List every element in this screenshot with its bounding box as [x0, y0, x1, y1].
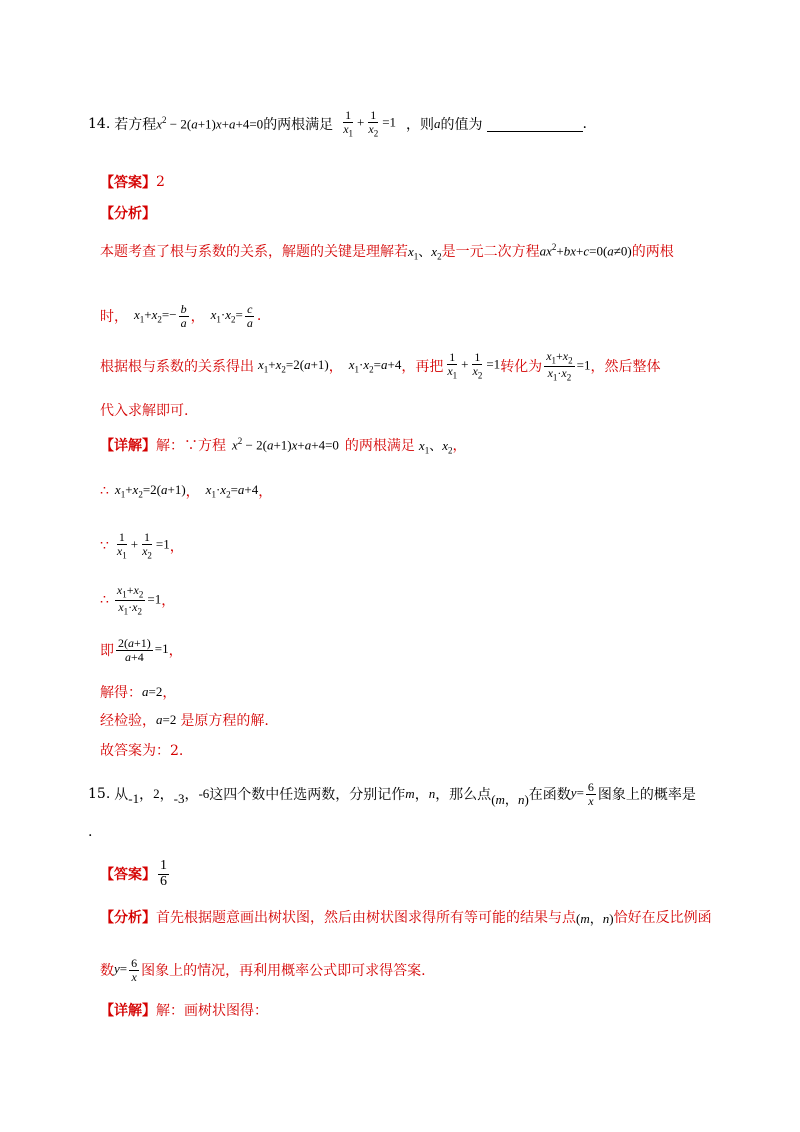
- a14-analysis-line2: [100, 296, 261, 336]
- analysis-text: ，: [190, 309, 205, 325]
- analysis-text: 本题考查了根与系数的关系，解题的关键是理解若: [100, 244, 408, 260]
- a14-detail-line5: [100, 630, 183, 670]
- comma: ，: [414, 787, 429, 803]
- sum-expression: $x_1+x_2=2(a+1)$: [258, 357, 329, 375]
- analysis-text: 代入求解即可.: [100, 403, 189, 419]
- comma: ，: [185, 484, 200, 500]
- a14-answer: [100, 172, 165, 192]
- detail-text: 解：∵方程: [156, 438, 226, 454]
- detail-equation: $x^2 - 2(a+1)x+a+4=0$: [232, 436, 339, 453]
- number-value: -1: [128, 791, 140, 806]
- final-answer: 故答案为：2.: [100, 743, 184, 759]
- q14-text: .: [582, 116, 587, 132]
- a15-analysis-line1: [100, 904, 712, 930]
- combined-fraction: $\frac{x_1+x_2}{x_1\cdot x_2}$ =1: [116, 582, 162, 616]
- a15-answer: [100, 852, 171, 896]
- q14-condition: $\frac{1}{x_1}$ + $\frac{1}{x_2}$ =1: [343, 108, 397, 139]
- a14-detail-line6: [100, 682, 176, 702]
- q14-text: 的值为: [440, 117, 483, 133]
- a14-detail-line1: [100, 432, 467, 458]
- comma: ，: [161, 593, 176, 609]
- sum-expression: $x_1+x_2=2(a+1)$: [114, 482, 186, 500]
- var-m: m: [405, 786, 415, 801]
- q14-line: [88, 104, 587, 144]
- comma: ，: [168, 643, 183, 659]
- q15-text: 这四个数中任选两数，分别记作: [209, 787, 406, 803]
- a15-detail-line1: [100, 1000, 268, 1020]
- a14-final: [100, 740, 183, 760]
- check-text: 经检验，: [100, 713, 156, 729]
- substituted-fraction: $\frac{2(a+1)}{a+4}$ =1: [118, 635, 169, 664]
- number-value: 2: [153, 786, 160, 801]
- function-y: y= $\frac{6}{x}$: [570, 779, 594, 808]
- analysis-text: 转化为: [500, 359, 543, 375]
- answer-fraction: $\frac{1}{6}$: [160, 857, 167, 889]
- analysis-text: ，再把: [401, 359, 444, 375]
- point-mn: (m，n): [576, 910, 614, 926]
- check-text: 是原方程的解.: [180, 713, 269, 729]
- vieta-product: $x_1\cdot x_2=$ $\frac{c}{a}$: [210, 301, 253, 330]
- q15-text: 在函数: [528, 787, 571, 803]
- point-mn: (m，n): [491, 791, 529, 807]
- detail-text: 的两根满足: [344, 438, 415, 454]
- q14-equation: $x^2 - 2(a+1)x+a+4=0$: [156, 115, 264, 132]
- number-value: -3: [173, 791, 185, 806]
- a14-detail-line4: [100, 580, 175, 620]
- q14-number: 14.: [88, 116, 111, 132]
- detail-text: ，: [452, 438, 467, 454]
- reciprocal-sum: $\frac{1}{x_1}$ + $\frac{1}{x_2}$ =1: [447, 350, 501, 381]
- q15-end: [88, 824, 92, 840]
- analysis-text: ，: [328, 359, 343, 375]
- q14-text: 若方程: [114, 117, 157, 133]
- function-y: y= $\frac{6}{x}$: [114, 955, 138, 984]
- therefore-symbol: ∴: [100, 592, 109, 608]
- q14-var-a: a: [434, 116, 441, 131]
- quadratic-general: $ax^2+bx+c=0(a\ne 0)$: [539, 242, 632, 259]
- solve-text: 解得：: [100, 685, 142, 701]
- detail-text: 解：画树状图得：: [156, 1003, 268, 1019]
- comma: ，: [169, 539, 184, 555]
- answer-tag: 【答案】: [100, 867, 156, 883]
- q14-text: ，则: [406, 117, 435, 133]
- analysis-text: ，然后整体: [590, 359, 661, 375]
- analysis-text: 的两根: [631, 244, 674, 260]
- because-symbol: ∵: [100, 538, 109, 554]
- a14-detail-line3: [100, 526, 184, 566]
- product-expression: $x_1\cdot x_2=a+4$: [348, 357, 402, 375]
- answer-value: 2: [156, 174, 165, 190]
- analysis-tag: 【分析】: [100, 910, 156, 926]
- product-expression: $x_1\cdot x_2=a+4$: [205, 482, 259, 500]
- comma: ，: [159, 787, 174, 803]
- q15-text: ，那么点: [435, 787, 492, 803]
- analysis-text: 首先根据题意画出树状图，然后由树状图求得所有等可能的结果与点: [156, 910, 576, 926]
- vieta-sum: $x_1+x_2=-$ $\frac{b}{a}$: [134, 301, 187, 330]
- answer-tag: 【答案】: [100, 175, 156, 191]
- a14-analysis-line1: [100, 238, 674, 264]
- reciprocal-sum: $\frac{1}{x_1}$ + $\frac{1}{x_2}$ =1: [116, 530, 170, 561]
- analysis-text: 时，: [100, 309, 128, 325]
- a14-detail-line2: [100, 478, 272, 504]
- solution-a: a=2: [156, 712, 177, 727]
- roots-x1-x2: $x_1$、$x_2$: [418, 437, 453, 456]
- a14-analysis-line3: [100, 346, 660, 386]
- q15-text: 图象上的概率是: [597, 787, 696, 803]
- a15-analysis-line2: [100, 950, 426, 990]
- therefore-symbol: ∴: [100, 483, 109, 499]
- analysis-tag: 【分析】: [100, 206, 156, 222]
- detail-tag: 【详解】: [100, 1003, 156, 1019]
- analysis-text: 是一元二次方程: [441, 244, 540, 260]
- a14-detail-line7: [100, 710, 269, 730]
- comma: ，: [139, 787, 154, 803]
- detail-tag: 【详解】: [100, 438, 156, 454]
- comma: ，: [258, 484, 273, 500]
- a14-analysis-line4: [100, 400, 188, 420]
- analysis-text: 恰好在反比例函: [613, 910, 712, 926]
- a14-analysis-tag: [100, 203, 156, 223]
- q14-text: 的两根满足: [263, 117, 334, 133]
- q15-text: 从: [114, 787, 129, 803]
- ji-text: 即: [100, 643, 114, 659]
- q15-number: 15.: [88, 786, 111, 802]
- roots-x1-x2: $x_1$、$x_2$: [408, 243, 442, 262]
- q15-line: [88, 774, 696, 814]
- analysis-text: .: [256, 308, 262, 324]
- answer-blank: [487, 117, 583, 132]
- q15-text: .: [88, 824, 93, 840]
- var-n: n: [428, 786, 436, 801]
- combined-fraction: $\frac{x_1+x_2}{x_1\cdot x_2}$ =1: [546, 348, 591, 382]
- analysis-text: 图象上的情况，再利用概率公式即可求得答案.: [141, 963, 426, 979]
- comma: ，: [184, 787, 199, 803]
- number-value: -6: [198, 786, 210, 801]
- analysis-text: 根据根与系数的关系得出: [100, 359, 254, 375]
- solution-a: a=2: [142, 684, 163, 699]
- comma: ，: [162, 685, 177, 701]
- analysis-text: 数: [100, 963, 114, 979]
